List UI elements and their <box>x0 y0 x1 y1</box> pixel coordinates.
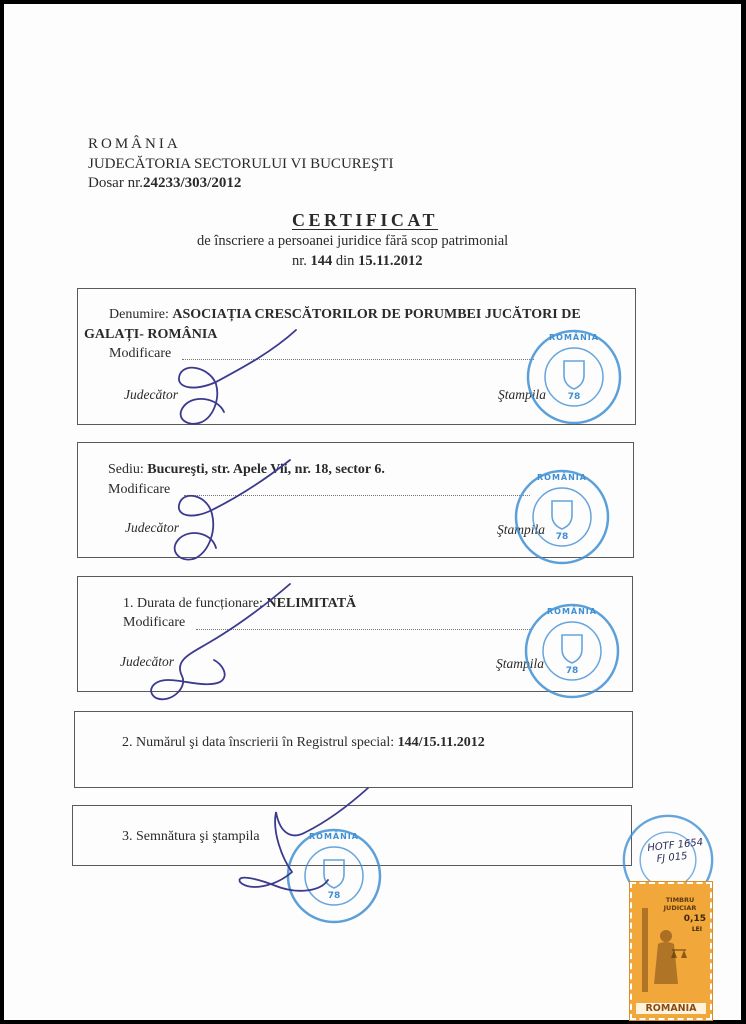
svg-text:78: 78 <box>555 532 569 542</box>
denumire-label: Denumire: <box>109 307 169 322</box>
nr-value: 144 <box>310 253 333 269</box>
registru-label: 2. Numărul şi data înscrierii în Registrul special: <box>122 735 395 750</box>
judge-signature-icon <box>154 326 314 426</box>
din-label: din <box>335 253 355 269</box>
dosar-label: Dosar nr. <box>88 175 143 191</box>
certificate-subtitle: de înscriere a persoanei juridice fără scop patrimonial <box>197 233 509 249</box>
justice-figure-icon <box>638 906 688 994</box>
court-stamp-icon <box>524 327 624 427</box>
denumire-modificare: Modificare <box>109 346 172 361</box>
durata-value: NELIMITATĂ <box>266 596 357 611</box>
timbru-top-text: TIMBRU JUDICIAR <box>663 896 697 912</box>
sediu-stampila: Ştampila <box>497 522 546 537</box>
svg-text:78: 78 <box>327 891 341 901</box>
timbru-bottom-text: ROMANIA <box>636 1003 706 1014</box>
stamp-top-text: ROMÂNIA <box>549 333 599 342</box>
denumire-stampila: Ştampila <box>498 387 547 402</box>
handwritten-line1: HOTF 1654 <box>646 837 704 854</box>
durata-judecator: Judecător <box>120 654 174 669</box>
sediu-value: Bucureşti, str. Apele Vii, nr. 18, sector 6. <box>147 462 385 477</box>
timbru-currency: LEI <box>691 926 702 933</box>
svg-text:78: 78 <box>565 666 579 676</box>
stamp-number: 78 <box>567 392 581 402</box>
denumire-judecator: Judecător <box>124 387 178 402</box>
sediu-modificare: Modificare <box>108 482 171 497</box>
registru-line <box>122 735 485 751</box>
sediu-judecator: Judecător <box>125 520 179 535</box>
judge-signature-icon <box>144 580 304 710</box>
court-stamp-icon <box>512 467 612 567</box>
timbru-value: 0,15 <box>683 914 706 924</box>
court-stamp-icon <box>522 601 622 701</box>
certificate-page <box>4 4 741 1020</box>
registru-value: 144/15.11.2012 <box>397 735 485 750</box>
semnatura-label: 3. Semnătura şi ştampila <box>122 829 260 844</box>
durata-stampila: Ştampila <box>496 656 545 671</box>
denumire-line1 <box>109 307 581 323</box>
durata-label: 1. Durata de funcționare: <box>123 596 263 611</box>
svg-text:ROMÂNIA: ROMÂNIA <box>309 832 359 841</box>
denumire-value-1: ASOCIAȚIA CRESCĂTORILOR DE PORUMBEI JUCĂTORI DE <box>172 307 581 322</box>
nr-label: nr. <box>292 253 307 269</box>
certificate-title: CERTIFICAT <box>292 210 439 230</box>
issue-date: 15.11.2012 <box>358 253 423 269</box>
court-name: JUDECĂTORIA SECTORULUI VI BUCUREŞTI <box>88 156 394 172</box>
durata-modificare: Modificare <box>123 615 186 630</box>
judge-signature-icon <box>236 782 386 912</box>
timbru-judiciar <box>630 882 712 1020</box>
denumire-value-2: GALAȚI- ROMÂNIA <box>84 327 218 342</box>
sediu-label: Sediu: <box>108 462 144 477</box>
dosar-line <box>88 173 241 193</box>
certificate-number-line <box>292 253 423 270</box>
country-heading: ROMÂNIA <box>88 136 181 152</box>
dosar-number: 24233/303/2012 <box>143 175 242 191</box>
svg-text:ROMÂNIA: ROMÂNIA <box>537 473 587 482</box>
svg-text:ROMÂNIA: ROMÂNIA <box>547 607 597 616</box>
judge-signature-icon <box>152 458 302 568</box>
handwritten-line2: FJ 015 <box>656 850 689 866</box>
